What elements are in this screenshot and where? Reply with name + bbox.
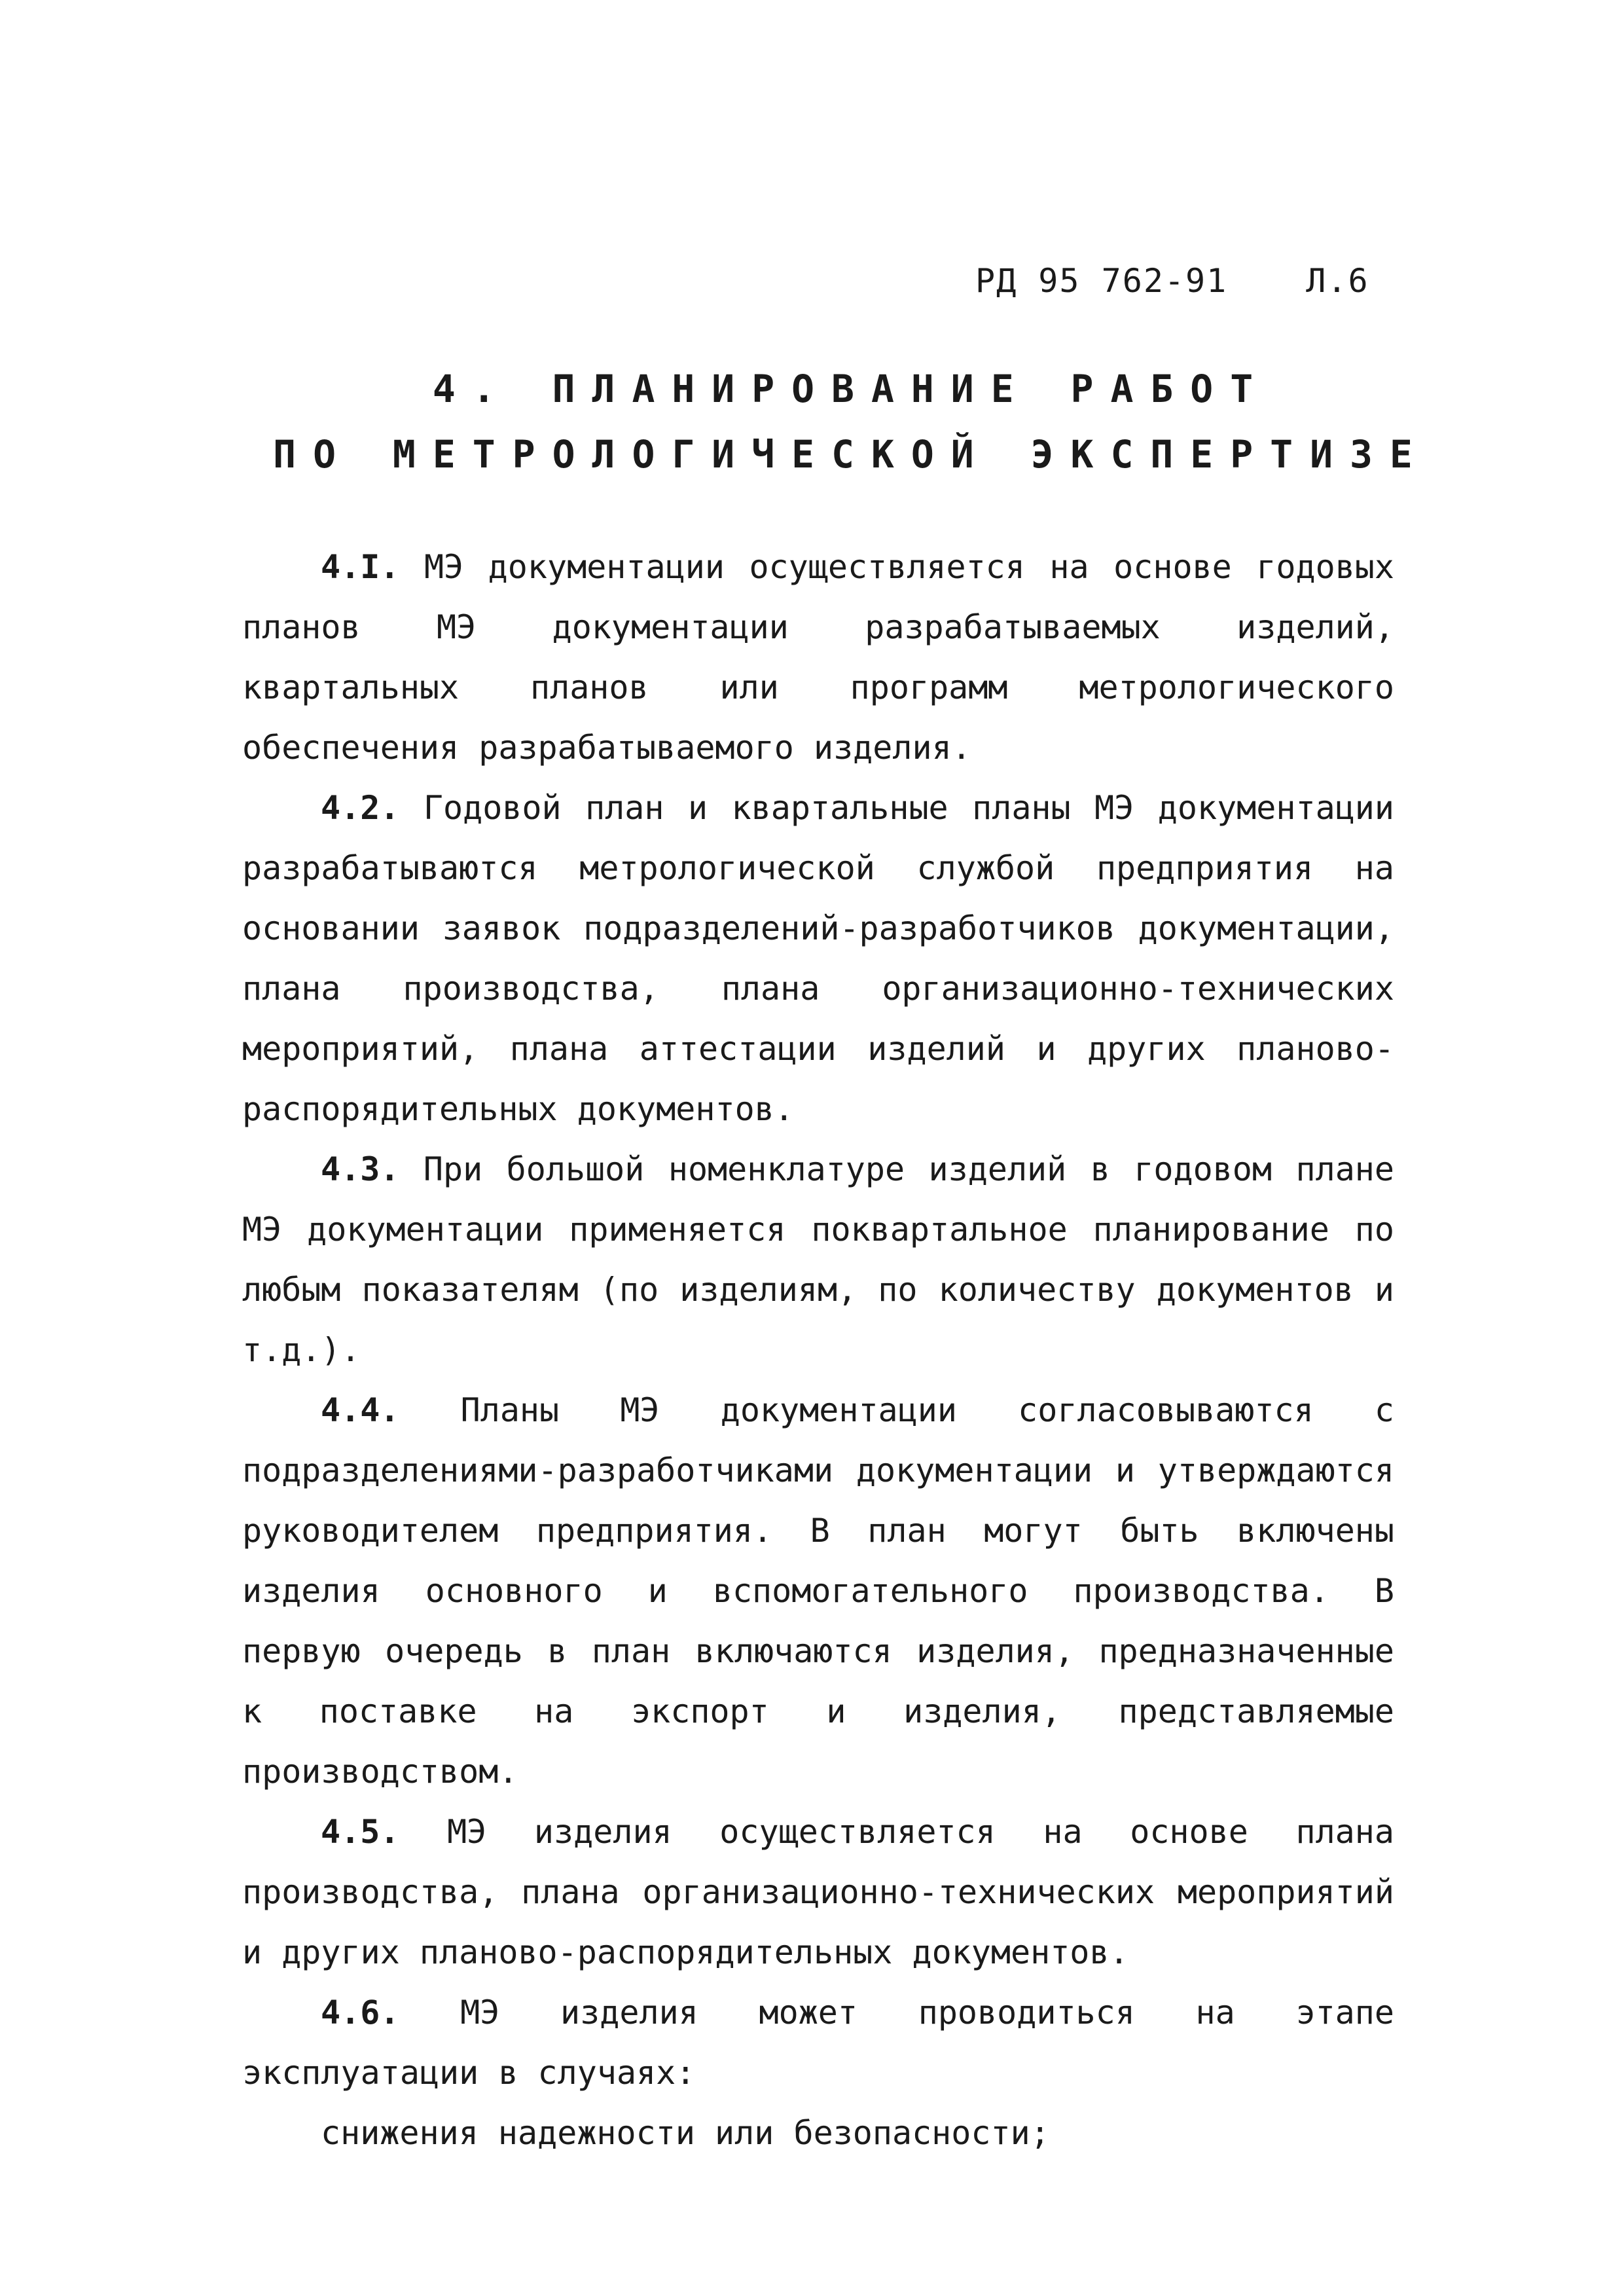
paragraph-text: Годовой план и квартальные планы МЭ документации разрабатываются метрологической службой предприятия на основании заявок подразделений-разработчиков документации, плана производства, плана организационно-технических мероприятий, плана аттестации изделий и других планово-распорядительных документов. xyxy=(242,789,1394,1128)
paragraph-number: 4.4. xyxy=(321,1391,400,1429)
paragraph-4-1 xyxy=(242,537,1394,778)
paragraph-number: 4.5. xyxy=(321,1813,400,1851)
section-title-line-1: 4. ПЛАНИРОВАНИЕ РАБОТ xyxy=(432,367,1271,411)
paragraph-text: МЭ изделия осуществляется на основе плана производства, плана организационно-технических мероприятий и других планово-распорядительных документов. xyxy=(242,1813,1394,1971)
paragraph-4-2 xyxy=(242,778,1394,1139)
document-code: РД 95 762-91 xyxy=(975,262,1228,300)
list-item: снижения надежности или безопасности; xyxy=(321,2114,1050,2152)
paragraph-text: Планы МЭ документации согласовываются с подразделениями-разработчиками документации и утверждаются руководителем предприятия. В план могут быть включены изделия основного и вспомогательного производства. В первую очередь в план включаются изделия, предназначенные к поставке на экспорт и изделия, представляемые производством. xyxy=(242,1391,1394,1791)
section-body xyxy=(242,537,1394,2163)
paragraph-text: При большой номенклатуре изделий в годовом плане МЭ документации применяется поквартальное планирование по любым показателям (по изделиям, по количеству документов и т.д.). xyxy=(242,1150,1394,1369)
sheet-number: Л.6 xyxy=(1306,262,1369,300)
paragraph-4-5 xyxy=(242,1802,1394,1982)
paragraph-number: 4.I. xyxy=(321,548,400,586)
paragraph-number: 4.6. xyxy=(321,1994,400,2032)
section-title-line-2: ПО МЕТРОЛОГИЧЕСКОЙ ЭКСПЕРТИЗЕ xyxy=(273,432,1430,477)
page-header xyxy=(975,262,1369,300)
paragraph-4-4 xyxy=(242,1380,1394,1802)
paragraph-4-6 xyxy=(242,1982,1394,2103)
paragraph-text: МЭ документации осуществляется на основе годовых планов МЭ документации разрабатываемых изделий, квартальных планов или программ метрологического обеспечения разрабатываемого изделия. xyxy=(242,548,1394,767)
paragraph-4-3 xyxy=(242,1139,1394,1380)
paragraph-text: МЭ изделия может проводиться на этапе эксплуатации в случаях: xyxy=(242,1994,1394,2092)
paragraph-number: 4.2. xyxy=(321,789,400,827)
paragraph-number: 4.3. xyxy=(321,1150,400,1188)
